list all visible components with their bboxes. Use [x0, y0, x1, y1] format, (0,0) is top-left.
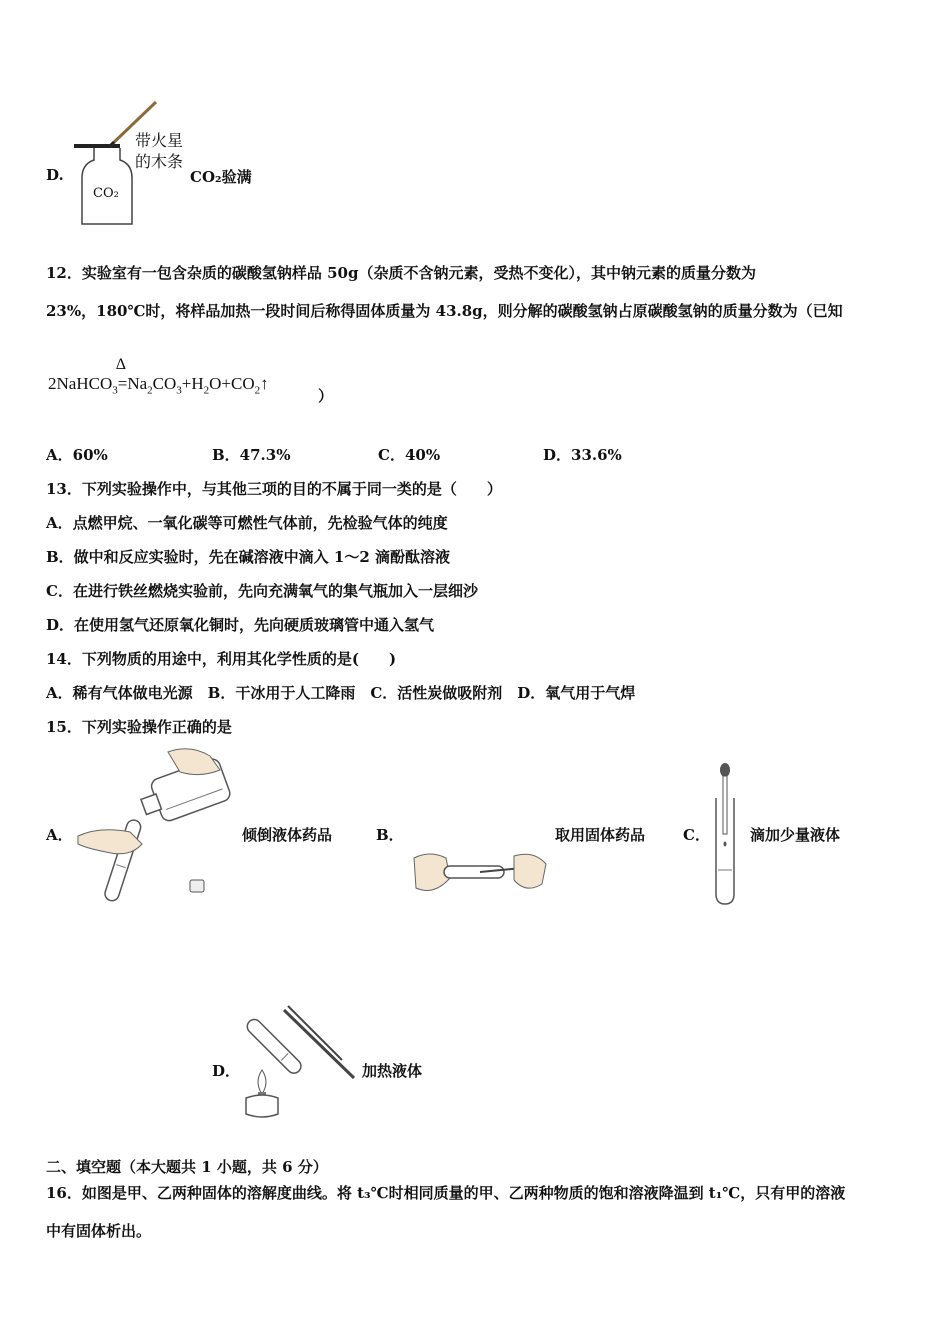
q12-option-a: A．60% [46, 446, 108, 464]
q14-options: A．稀有气体做电光源 B．干冰用于人工降雨 C．活性炭做吸附剂 D．氧气用于气焊 [46, 684, 636, 702]
q12-option-d: D．33.6% [543, 446, 622, 464]
q15-option-d-letter: D． [212, 1062, 241, 1080]
take-solid-figure [410, 848, 550, 900]
q12-equation-close: ） [318, 387, 334, 405]
q15-option-c-text: 滴加少量液体 [750, 826, 841, 844]
q12-line1: 12．实验室有一包含杂质的碳酸氢钠样品 50g（杂质不含钠元素，受热不变化），其中钠元素的质量分数为 [46, 264, 756, 282]
q15-stem: 15．下列实验操作正确的是 [46, 718, 232, 736]
q12-option-c: C．40% [378, 446, 441, 464]
q13-option-a: A．点燃甲烷、一氧化碳等可燃性气体前，先检验气体的纯度 [46, 514, 448, 532]
heat-liquid-figure [238, 998, 360, 1120]
q14-stem: 14．下列物质的用途中，利用其化学性质的是( ) [46, 650, 397, 668]
fig-stick-label-2: 的木条 [135, 152, 184, 171]
pour-liquid-figure [70, 748, 240, 908]
fig-bottle-label: CO₂ [93, 186, 119, 201]
q16-line2: 中有固体析出。 [46, 1222, 152, 1240]
q15-option-d-text: 加热液体 [362, 1062, 423, 1080]
q12-line2: 23%，180℃时，将样品加热一段时间后称得固体质量为 43.8g，则分解的碳酸氢钠占原碳酸氢钠的质量分数为（已知 [46, 302, 843, 320]
delta-symbol: Δ [115, 356, 127, 373]
section2-heading: 二、填空题（本大题共 1 小题，共 6 分） [46, 1158, 328, 1176]
q13-option-b: B．做中和反应实验时，先在碱溶液中滴入 1～2 滴酚酞溶液 [46, 548, 450, 566]
q11-option-d-text: CO₂验满 [190, 168, 252, 186]
q13-stem: 13．下列实验操作中，与其他三项的目的不属于同一类的是（ ） [46, 480, 502, 498]
q12-equation: 2NaHCO$_3$= Δ $Na_2CO_3+H_2O+CO_2↑$ [48, 356, 269, 397]
q15-option-c-letter: C． [683, 826, 710, 844]
q15-option-b-text: 取用固体药品 [555, 826, 646, 844]
q13-option-c: C．在进行铁丝燃烧实验前，先向充满氧气的集气瓶加入一层细沙 [46, 582, 478, 600]
q13-option-d: D．在使用氢气还原氧化铜时，先向硬质玻璃管中通入氢气 [46, 616, 435, 634]
q15-option-b-letter: B． [376, 826, 404, 844]
dropper-figure [712, 762, 742, 906]
q12-option-b: B．47.3% [212, 446, 291, 464]
q15-option-a-text: 倾倒液体药品 [242, 826, 333, 844]
q16-line1: 16．如图是甲、乙两种固体的溶解度曲线。将 t₃℃时相同质量的甲、乙两种物质的饱和溶液降温到 t₁℃，只有甲的溶液 [46, 1184, 846, 1202]
q15-option-a-letter: A． [46, 826, 73, 844]
fig-stick-label-1: 带火星 [135, 131, 184, 150]
q11-option-d-letter: D. [46, 166, 64, 184]
